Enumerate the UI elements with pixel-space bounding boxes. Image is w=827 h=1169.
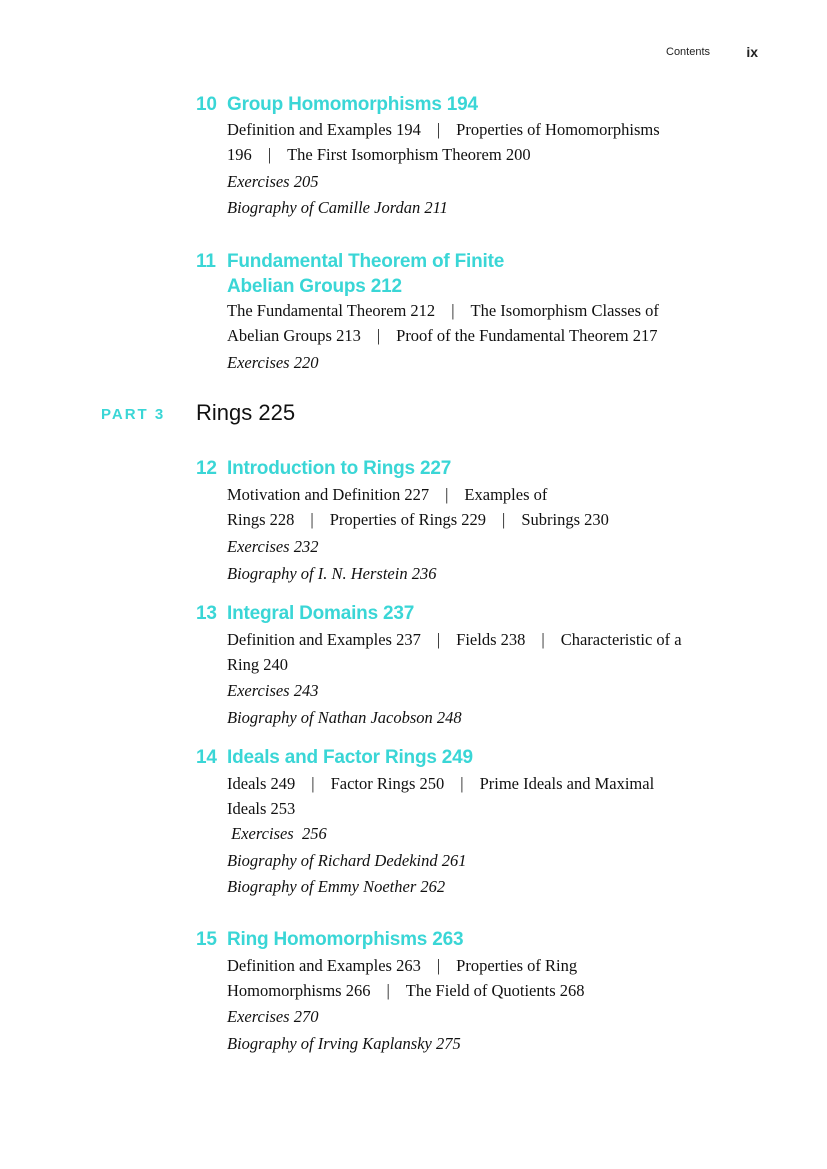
chapter-15-heading[interactable] <box>196 927 756 952</box>
section-entry[interactable]: Definition and Examples 194 <box>227 120 421 139</box>
exercises-entry[interactable]: Exercises 270 <box>227 1007 319 1026</box>
section-entry[interactable]: Homomorphisms 266 <box>227 981 371 1000</box>
chapter-title: Group Homomorphisms 194 <box>227 94 478 115</box>
chapter-title: Fundamental Theorem of Finite <box>227 251 505 272</box>
section-separator: | <box>451 301 455 320</box>
section-entry[interactable]: Factor Rings 250 <box>330 774 445 793</box>
chapter-number: 15 <box>196 929 217 950</box>
section-entry[interactable]: Definition and Examples 237 <box>227 630 421 649</box>
section-entry[interactable]: Rings 228 <box>227 510 295 529</box>
chapter-14-heading[interactable] <box>196 745 756 770</box>
chapter-number: 10 <box>196 94 217 115</box>
chapter-14-sections-line-2 <box>227 798 747 820</box>
chapter-15-sections-line-2 <box>227 980 747 1002</box>
chapter-11-sections-line-2 <box>227 325 747 347</box>
exercises-entry[interactable]: Exercises 232 <box>227 537 319 556</box>
exercises-entry[interactable]: Exercises 256 <box>227 824 327 843</box>
exercises-entry[interactable]: Exercises 243 <box>227 681 319 700</box>
section-entry[interactable]: 196 <box>227 145 252 164</box>
chapter-13-sections-line-1 <box>227 629 747 651</box>
section-separator: | <box>310 510 314 529</box>
section-entry[interactable]: The Isomorphism Classes of <box>470 301 659 320</box>
biography-entry[interactable]: Biography of Camille Jordan 211 <box>227 198 448 217</box>
chapter-12-heading[interactable] <box>196 456 756 481</box>
section-entry[interactable]: Properties of Homomorphisms <box>456 120 660 139</box>
chapter-number: 12 <box>196 458 217 479</box>
running-head <box>600 44 758 64</box>
part-title[interactable]: Rings 225 <box>196 400 296 425</box>
section-entry[interactable]: Examples of <box>464 485 548 504</box>
section-entry[interactable]: Proof of the Fundamental Theorem 217 <box>396 326 658 345</box>
chapter-number: 13 <box>196 603 217 624</box>
section-entry[interactable]: Fields 238 <box>456 630 526 649</box>
section-entry[interactable]: The Fundamental Theorem 212 <box>227 301 436 320</box>
section-separator: | <box>267 145 272 164</box>
section-entry[interactable]: Properties of Ring <box>456 956 578 975</box>
chapter-title: Integral Domains 237 <box>227 603 415 624</box>
section-entry[interactable]: Abelian Groups 213 <box>227 326 361 345</box>
section-entry[interactable]: Prime Ideals and Maximal <box>479 774 655 793</box>
section-separator: | <box>445 485 449 504</box>
chapter-14-sections-line-1 <box>227 773 747 795</box>
section-entry[interactable]: Definition and Examples 263 <box>227 956 421 975</box>
chapter-title: Introduction to Rings 227 <box>227 458 452 479</box>
section-separator: | <box>541 630 545 649</box>
section-entry[interactable]: Ideals 253 <box>227 799 296 818</box>
exercises-entry[interactable]: Exercises 220 <box>227 353 319 372</box>
section-separator: | <box>436 956 441 975</box>
section-separator: | <box>386 981 390 1000</box>
section-entry[interactable]: Motivation and Definition 227 <box>227 485 430 504</box>
biography-entry[interactable]: Biography of Irving Kaplansky 275 <box>227 1034 461 1053</box>
section-separator: | <box>502 510 506 529</box>
chapter-12-sections-line-2 <box>227 509 747 531</box>
chapter-13-heading[interactable] <box>196 601 756 626</box>
chapter-13-sections-line-2 <box>227 654 747 676</box>
section-separator: | <box>460 774 464 793</box>
section-separator: | <box>311 774 315 793</box>
page-number: ix <box>746 44 758 60</box>
exercises-entry[interactable]: Exercises 205 <box>227 172 319 191</box>
chapter-11-heading-continued <box>196 274 756 299</box>
biography-entry[interactable]: Biography of Emmy Noether 262 <box>227 877 446 896</box>
section-separator: | <box>436 630 441 649</box>
section-separator: | <box>376 326 381 345</box>
running-head-title: Contents <box>666 46 711 58</box>
section-entry[interactable]: Subrings 230 <box>521 510 609 529</box>
section-separator: | <box>436 120 441 139</box>
chapter-title: Ideals and Factor Rings 249 <box>227 747 473 768</box>
section-entry[interactable]: Ideals 249 <box>227 774 296 793</box>
part-label: PART 3 <box>101 406 166 423</box>
biography-entry[interactable]: Biography of Richard Dedekind 261 <box>227 851 467 870</box>
chapter-number: 14 <box>196 747 217 768</box>
chapter-10-sections-line-2 <box>227 144 747 166</box>
biography-entry[interactable]: Biography of Nathan Jacobson 248 <box>227 708 462 727</box>
biography-entry[interactable]: Biography of I. N. Herstein 236 <box>227 564 437 583</box>
chapter-title: Ring Homomorphisms 263 <box>227 929 464 950</box>
chapter-10-heading[interactable] <box>196 92 756 117</box>
chapter-number: 11 <box>196 251 216 272</box>
section-entry[interactable]: The First Isomorphism Theorem 200 <box>287 145 531 164</box>
chapter-11-heading[interactable] <box>196 249 756 274</box>
chapter-15-sections-line-1 <box>227 955 747 977</box>
section-entry[interactable]: Characteristic of a <box>560 630 682 649</box>
chapter-10-sections-line-1 <box>227 119 747 141</box>
section-entry[interactable]: Ring 240 <box>227 655 288 674</box>
chapter-title-continued: Abelian Groups 212 <box>227 276 402 297</box>
chapter-11-sections-line-1 <box>227 300 747 322</box>
chapter-12-sections-line-1 <box>227 484 747 506</box>
section-entry[interactable]: The Field of Quotients 268 <box>405 981 585 1000</box>
section-entry[interactable]: Properties of Rings 229 <box>329 510 486 529</box>
